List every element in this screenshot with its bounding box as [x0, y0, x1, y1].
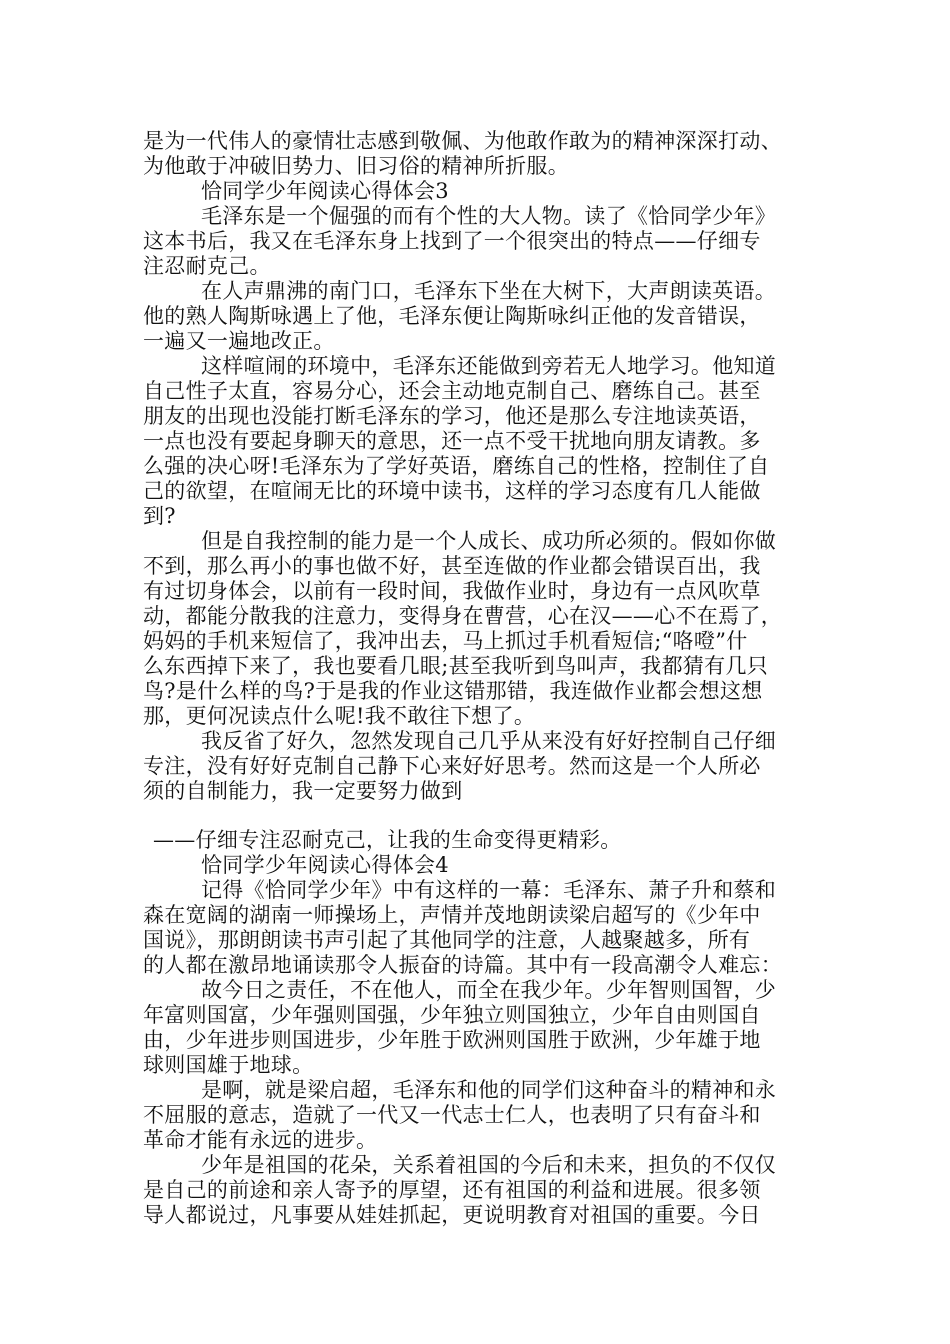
text-line: 注忍耐克己。 — [143, 254, 271, 278]
text-line: 毛泽东是一个倔强的而有个性的大人物。读了《恰同学少年》 — [201, 204, 777, 228]
text-line: 记得《恰同学少年》中有这样的一幕：毛泽东、萧子升和蔡和 — [201, 878, 777, 902]
text-line: 我反省了好久，忽然发现自己几乎从来没有好好控制自己仔细 — [201, 729, 777, 753]
text-line: 到? — [143, 504, 176, 528]
text-line: 导人都说过，凡事要从娃娃抓起，更说明教育对祖国的重要。今日 — [143, 1203, 761, 1227]
text-line: 己的欲望，在喧闹无比的环境中读书，这样的学习态度有几人能做 — [143, 479, 761, 503]
text-line: 由，少年进步则国进步，少年胜于欧洲则国胜于欧洲，少年雄于地 — [143, 1028, 761, 1052]
text-line: 一遍又一遍地改正。 — [143, 329, 335, 353]
text-line: 朋友的出现也没能打断毛泽东的学习，他还是那么专注地读英语， — [143, 404, 761, 428]
section-heading: 恰同学少年阅读心得体会3 — [201, 179, 449, 203]
text-line: 有过切身体会，以前有一段时间，我做作业时，身边有一点风吹草 — [143, 579, 761, 603]
text-line: 这本书后，我又在毛泽东身上找到了一个很突出的特点——仔细专 — [143, 229, 761, 253]
text-line: 么东西掉下来了，我也要看几眼;甚至我听到鸟叫声，我都猜有几只 — [143, 654, 769, 678]
text-line: 不到，那么再小的事也做不好，甚至连做的作业都会错误百出，我 — [143, 554, 761, 578]
text-line: 他的熟人陶斯咏遇上了他，毛泽东便让陶斯咏纠正他的发音错误， — [143, 304, 761, 328]
text-line: 故今日之责任，不在他人，而全在我少年。少年智则国智，少 — [201, 978, 777, 1002]
text-line: 但是自我控制的能力是一个人成长、成功所必须的。假如你做 — [201, 529, 777, 553]
text-line: 是自己的前途和亲人寄予的厚望，还有祖国的利益和进展。很多领 — [143, 1178, 761, 1202]
text-line: 那，更何况读点什么呢!我不敢往下想了。 — [143, 704, 536, 728]
text-line: 在人声鼎沸的南门口，毛泽东下坐在大树下，大声朗读英语。 — [201, 279, 777, 303]
text-line: 的人都在激昂地诵读那令人振奋的诗篇。其中有一段高潮令人难忘： — [143, 953, 782, 977]
text-line: 是啊，就是梁启超，毛泽东和他的同学们这种奋斗的精神和永 — [201, 1078, 777, 1102]
text-line: 少年是祖国的花朵，关系着祖国的今后和未来，担负的不仅仅 — [201, 1153, 777, 1177]
text-line: 年富则国富，少年强则国强，少年独立则国独立，少年自由则国自 — [143, 1003, 761, 1027]
text-line: 革命才能有永远的进步。 — [143, 1128, 378, 1152]
text-line: 国说》，那朗朗读书声引起了其他同学的注意，人越聚越多，所有 — [143, 928, 751, 952]
text-line: 须的自制能力，我一定要努力做到 — [143, 779, 463, 803]
text-line: 不屈服的意志，造就了一代又一代志士仁人，也表明了只有奋斗和 — [143, 1103, 761, 1127]
text-line: 森在宽阔的湖南一师操场上，声情并茂地朗读梁启超写的《少年中 — [143, 903, 761, 927]
text-line: 妈妈的手机来短信了，我冲出去，马上抓过手机看短信;“咯噔”什 — [143, 629, 748, 653]
text-line: 么强的决心呀!毛泽东为了学好英语，磨练自己的性格，控制住了自 — [143, 454, 770, 478]
text-line: 自己性子太直，容易分心，还会主动地克制自己、磨练自己。甚至 — [143, 379, 761, 403]
text-line: 鸟?是什么样的鸟?于是我的作业这错那错，我连做作业都会想这想 — [143, 679, 763, 703]
text-line: 动，都能分散我的注意力，变得身在曹营，心在汉——心不在焉了， — [143, 604, 782, 628]
text-line: 是为一代伟人的豪情壮志感到敬佩、为他敢作敢为的精神深深打动、 — [143, 129, 782, 153]
section-heading: 恰同学少年阅读心得体会4 — [201, 853, 449, 877]
text-line: 专注，没有好好克制自己静下心来好好思考。然而这是一个人所必 — [143, 754, 761, 778]
text-line: 一点也没有要起身聊天的意思，还一点不受干扰地向朋友请教。多 — [143, 429, 761, 453]
text-line: 球则国雄于地球。 — [143, 1053, 314, 1077]
text-line: 为他敢于冲破旧势力、旧习俗的精神所折服。 — [143, 154, 569, 178]
text-line: ——仔细专注忍耐克己，让我的生命变得更精彩。 — [153, 828, 622, 852]
text-line: 这样喧闹的环境中，毛泽东还能做到旁若无人地学习。他知道 — [201, 354, 777, 378]
